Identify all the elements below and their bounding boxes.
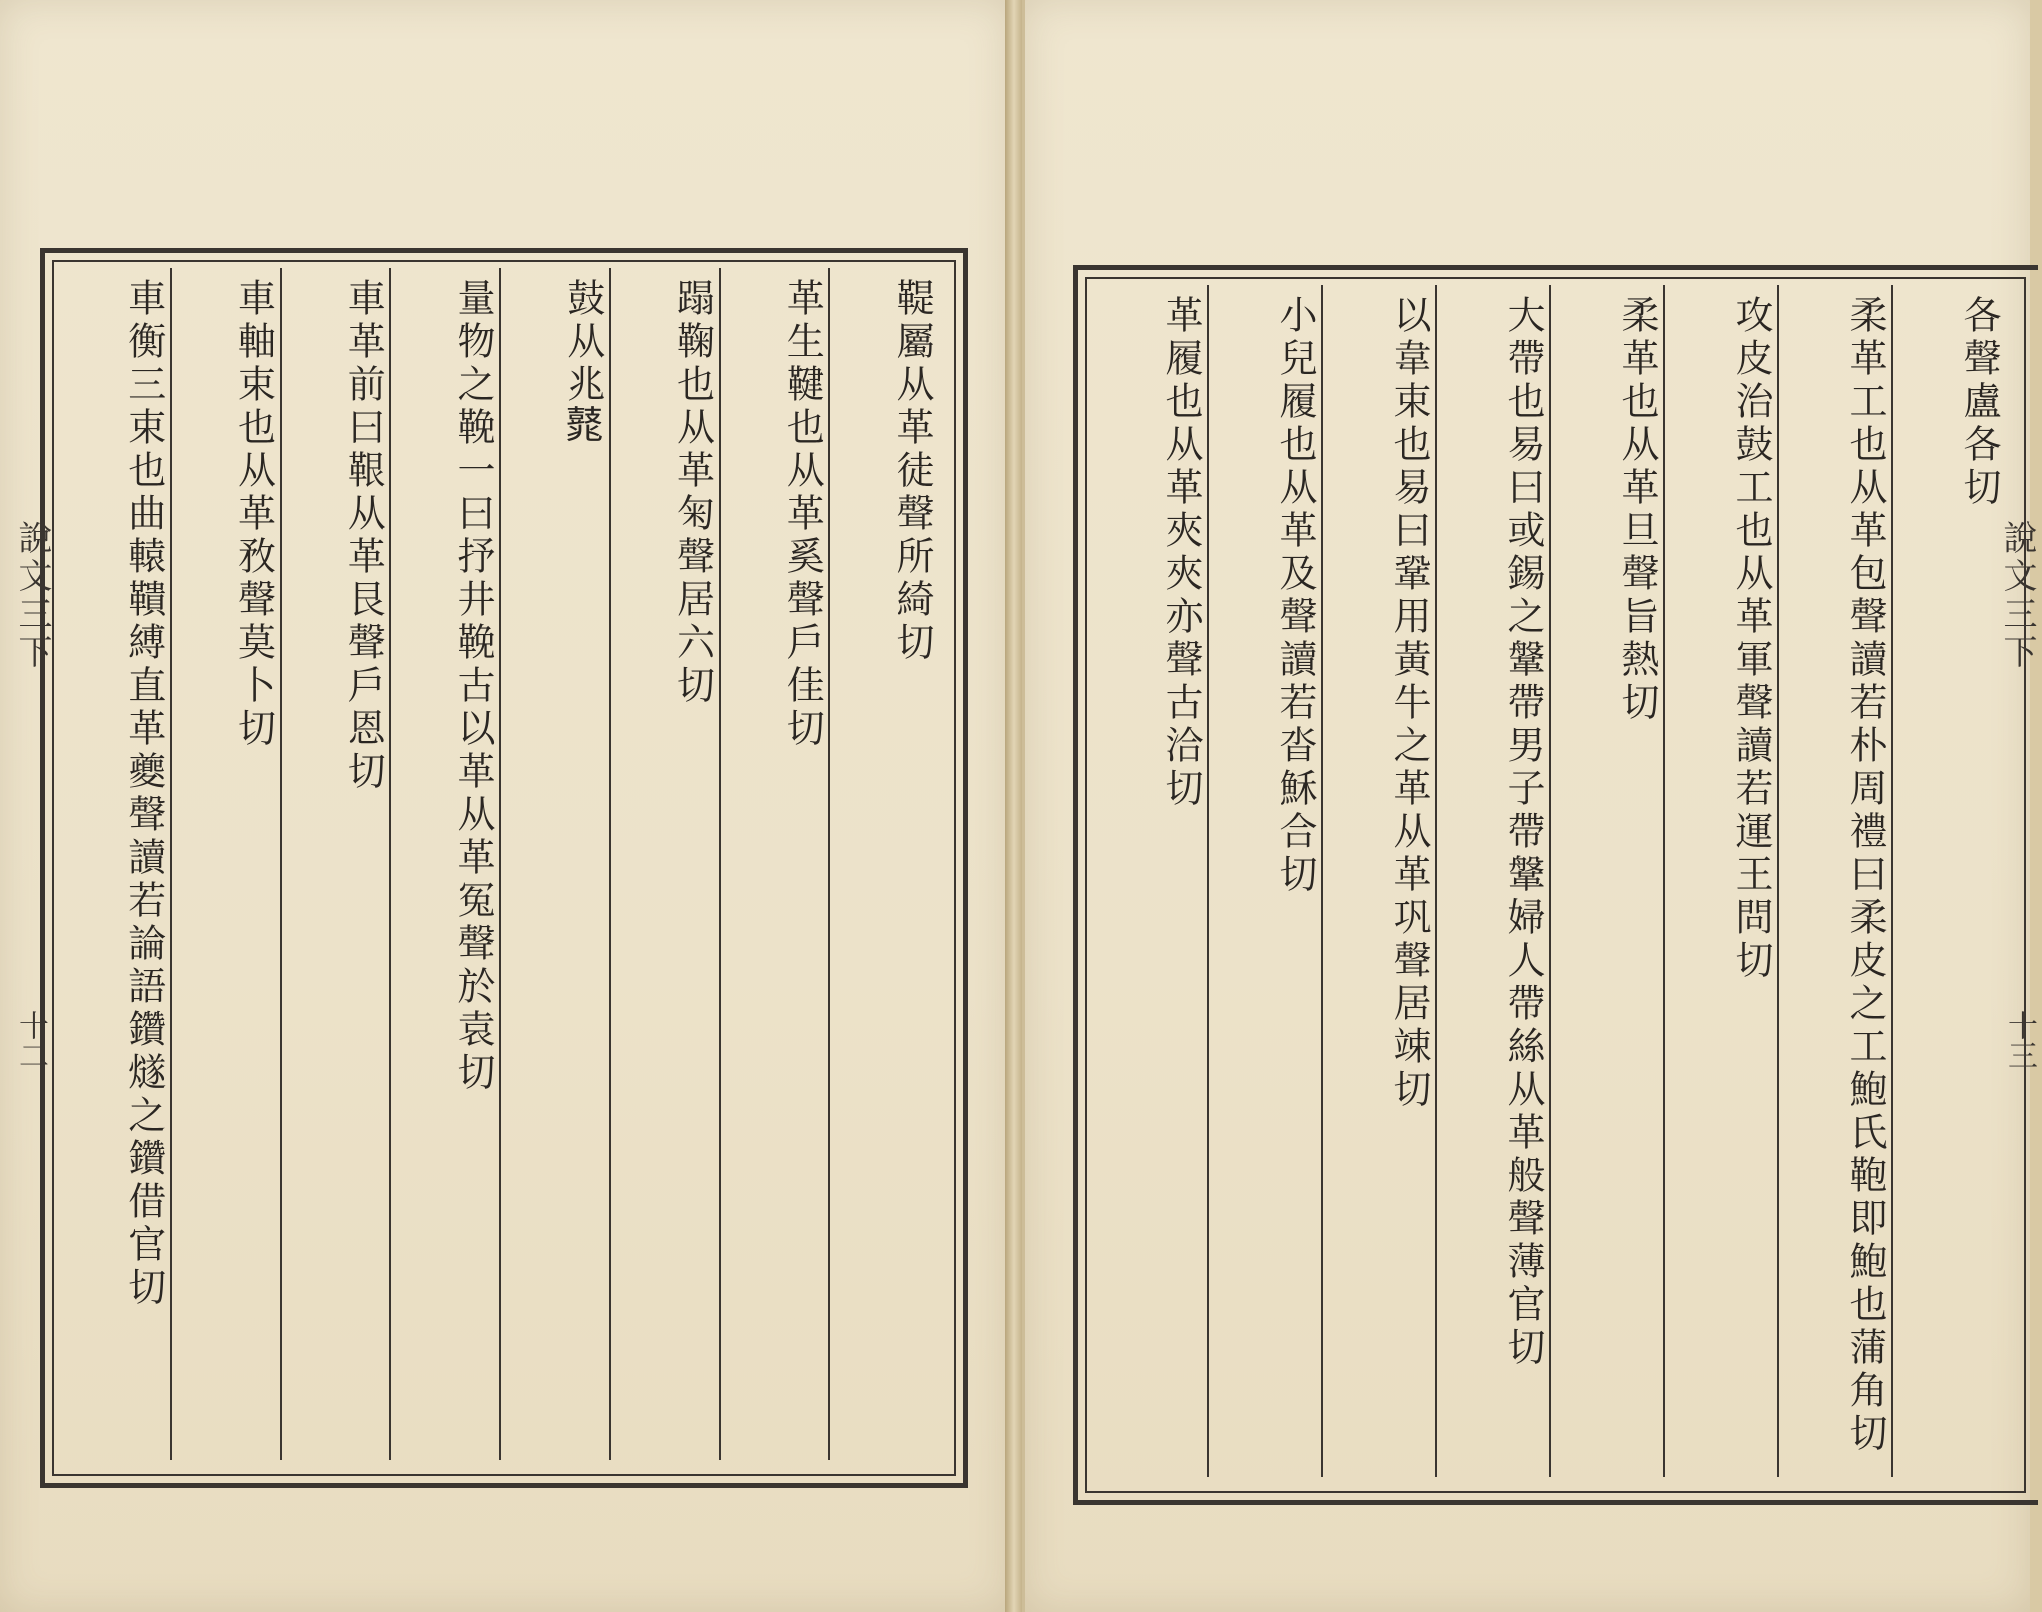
text-line: 革生鞬也从革 bbox=[780, 278, 825, 536]
text-column bbox=[499, 268, 609, 1460]
text-line: 夾夾亦聲古洽切 bbox=[1159, 510, 1203, 811]
text-column bbox=[1095, 285, 1207, 1477]
text-column bbox=[1891, 285, 2005, 1477]
text-line: 旦聲旨熱切 bbox=[1615, 510, 1659, 725]
text-column bbox=[1777, 285, 1891, 1477]
edge-title: 說文三下 bbox=[12, 520, 52, 672]
text-column bbox=[719, 268, 829, 1460]
text-column bbox=[609, 268, 719, 1460]
text-line: 鞶婦人帶絲从革般聲薄官切 bbox=[1501, 854, 1545, 1370]
text-line: 小兒履也从革及 bbox=[1273, 295, 1317, 596]
text-column bbox=[828, 268, 938, 1460]
text-column bbox=[1207, 285, 1321, 1477]
text-column bbox=[1321, 285, 1435, 1477]
left-columns bbox=[62, 268, 938, 1460]
text-line: 車衡三束也曲轅鞼縛直 bbox=[121, 278, 166, 708]
text-line: 攻皮治鼓工也从革 bbox=[1729, 295, 1773, 639]
text-column bbox=[62, 268, 170, 1460]
leaf-number: 十三 bbox=[2002, 1010, 2037, 1070]
text-line: 聲所綺切 bbox=[890, 493, 934, 665]
text-column bbox=[1435, 285, 1549, 1477]
text-line: 匊聲居六切 bbox=[670, 493, 715, 708]
text-line: 鞮屬从革徒 bbox=[890, 278, 934, 493]
text-line: 各聲盧 bbox=[1957, 295, 2001, 424]
text-line: 革履也从革 bbox=[1159, 295, 1203, 510]
text-line: 以革从革冤聲於袁切 bbox=[451, 708, 495, 1095]
text-line: 𪔛 bbox=[560, 407, 605, 450]
text-line: 鼓从兆 bbox=[560, 278, 605, 407]
left-page bbox=[0, 0, 1011, 1612]
edge-title: 說文三下 bbox=[1997, 520, 2037, 672]
text-line: 柔革也从革 bbox=[1615, 295, 1659, 510]
text-column bbox=[170, 268, 280, 1460]
text-column bbox=[1549, 285, 1663, 1477]
right-page bbox=[1022, 0, 2037, 1612]
text-line: 軍聲讀若運王問切 bbox=[1729, 639, 1773, 983]
text-line: 車軸束也从革 bbox=[231, 278, 276, 536]
text-line: 聲讀若沓穌合切 bbox=[1273, 596, 1317, 897]
text-line: 以韋束也易曰鞏用黃牛 bbox=[1387, 295, 1431, 725]
text-line: 大帶也易曰或錫之鞶帶男子帶 bbox=[1501, 295, 1545, 854]
text-line: 敄聲莫卜切 bbox=[231, 536, 276, 751]
text-line: 革艮聲戶恩切 bbox=[341, 536, 386, 794]
text-line: 各切 bbox=[1957, 424, 2001, 510]
text-column bbox=[280, 268, 390, 1460]
text-line: 革夔聲讀若論語鑽燧之鑽借官切 bbox=[121, 708, 166, 1310]
text-line: 之革从革巩聲居竦切 bbox=[1387, 725, 1431, 1112]
text-line: 蹋鞠也从革 bbox=[670, 278, 715, 493]
text-line: 量物之鞔一曰抒井鞔古 bbox=[451, 278, 495, 708]
text-line: 奚聲戶佳切 bbox=[780, 536, 825, 751]
text-column bbox=[1663, 285, 1777, 1477]
right-columns bbox=[1095, 285, 2005, 1477]
text-line: 柔皮之工鮑氏鞄即鮑也蒲角切 bbox=[1843, 897, 1887, 1456]
text-column bbox=[389, 268, 499, 1460]
text-line: 柔革工也从革包聲讀若朴周禮曰 bbox=[1843, 295, 1887, 897]
text-line: 車革前曰鞎从 bbox=[341, 278, 386, 536]
leaf-number: 十二 bbox=[13, 1010, 48, 1070]
